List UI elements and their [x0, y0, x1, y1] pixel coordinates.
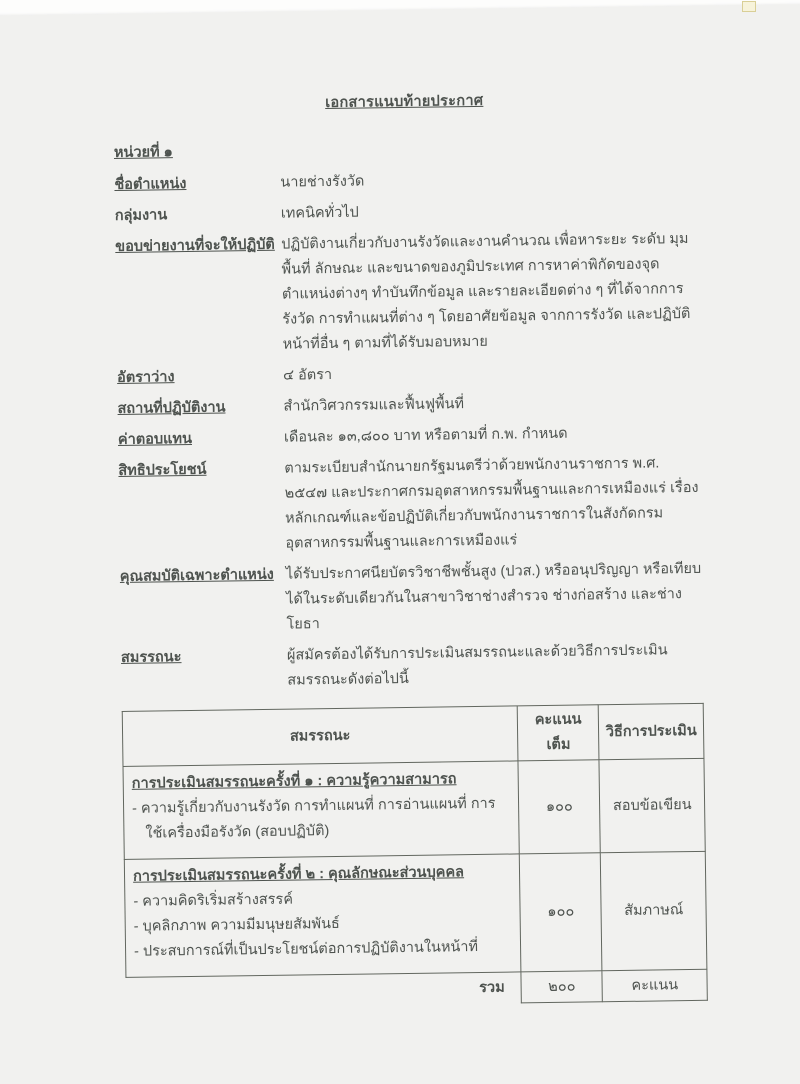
paper-sheet [0, 4, 800, 1084]
field-label: ชื่อตำแหน่ง [114, 175, 187, 194]
unit-heading: หน่วยที่ ๑ [113, 144, 173, 162]
header-method: วิธีการประเมิน [599, 703, 704, 759]
field-value: ๔ อัตรา [282, 366, 333, 384]
field-label: กลุ่มงาน [114, 207, 168, 225]
table-header-row [122, 703, 704, 766]
field-label: สิทธิประโยชน์ [118, 461, 207, 479]
assessment-1-item: - ความรู้เกี่ยวกับงานรังวัด การทำแผนที่ การอ่านแผนที่ การใช้เครื่องมือรังวัด (สอบปฏิบัติ) [131, 795, 496, 842]
field-job-scope [115, 227, 699, 360]
header-max-score: คะแนนเต็ม [517, 705, 599, 761]
assessment-1-method: สอบข้อเขียน [599, 758, 705, 852]
field-value: ตามระเบียบสำนักนายกรัฐมนตรีว่าด้วยพนักงานราชการ พ.ศ. ๒๕๔๗ และประกาศกรมอุตสาหกรรมพื้นฐานและการเหมืองแร่ เรื่อง หลักเกณฑ์และข้อปฏิบัติเกี่ยวกับพนักงานราชการในสังกัดกรมอุตสาหกรรมพื้นฐานและการเหมืองแร่ [284, 455, 699, 552]
field-compensation [118, 420, 700, 453]
field-competency-intro [121, 638, 704, 696]
assessment-2-heading: การประเมินสมรรถนะครั้งที่ ๒ : คุณลักษณะส่วนบุคคล [132, 864, 465, 885]
field-value: ได้รับประกาศนียบัตรวิชาชีพชั้นสูง (ปวส.) หรืออนุปริญญา หรือเทียบได้ในระดับเดียวกันในสาขาวิชาช่างสำรวจ ช่างก่อสร้าง และช่างโยธา [285, 560, 702, 633]
field-value: เทคนิคทั่วไป [280, 204, 359, 222]
field-label: ขอบข่ายงานที่จะให้ปฏิบัติ [115, 236, 275, 255]
field-label: สถานที่ปฏิบัติงาน [117, 399, 226, 417]
assessment-2-item: - บุคลิกภาพ ความมีมนุษยสัมพันธ์ [133, 915, 340, 935]
assessment-1-description [123, 761, 519, 860]
field-work-location [117, 389, 699, 422]
document-title: เอกสารแนบท้ายประกาศ [325, 92, 484, 112]
assessment-1-score: ๑๐๐ [518, 760, 601, 854]
assessment-2-description [124, 854, 521, 978]
field-value: ผู้สมัครต้องได้รับการประเมินสมรรถนะและด้วยวิธีการประเมินสมรรถนะดังต่อไปนี้ [286, 642, 668, 689]
field-value: นายช่างรังวัด [280, 173, 365, 191]
total-unit: คะแนน [602, 969, 707, 1001]
assessment-2-item: - ประสบการณ์ที่เป็นประโยชน์ต่อการปฏิบัติงานในหน้าที่ [133, 939, 479, 960]
field-label: คุณสมบัติเฉพาะตำแหน่ง [119, 566, 274, 585]
field-work-group [115, 196, 697, 229]
table-row-assessment-1 [123, 758, 705, 859]
header-competency: สมรรถนะ [122, 706, 518, 767]
field-label: อัตราว่าง [116, 369, 175, 386]
document-content [113, 86, 708, 1009]
field-vacancies [117, 358, 699, 391]
competency-table [122, 703, 708, 1009]
assessment-2-item: - ความคิดริเริ่มสร้างสรรค์ [133, 891, 294, 910]
field-qualifications [120, 557, 703, 640]
field-label: สมรรถนะ [120, 649, 182, 666]
assessment-2-score: ๑๐๐ [519, 853, 602, 972]
total-label: รวม [479, 979, 505, 996]
assessment-2-method: สัมภาษณ์ [601, 851, 707, 970]
table-row-assessment-2 [124, 851, 707, 977]
field-value: เดือนละ ๑๓,๘๐๐ บาท หรือตามที่ ก.พ. กำหนด [283, 425, 568, 446]
scan-artifact [742, 1, 756, 12]
field-label: ค่าตอบแทน [117, 430, 193, 448]
field-benefits [118, 451, 701, 559]
field-value: สำนักวิศวกรรมและฟื้นฟูพื้นที่ [283, 396, 465, 415]
field-position-name [114, 165, 696, 198]
field-value: ปฏิบัติงานเกี่ยวกับงานรังวัดและงานคำนวณ เพื่อหาระยะ ระดับ มุมพื้นที่ ลักษณะ และขนาดของภูมิประเทศ การหาค่าพิกัดของจุดตำแหน่งต่างๆ ทำบันทึกข้อมูล และรายละเอียดต่าง ๆ ที่ได้จากการรังวัด การทำแผนที่ต่าง ๆ โดยอาศัยข้อมูล จากการรังวัด และปฏิบัติหน้าที่อื่น ๆ ตามที่ได้รับมอบหมาย [281, 230, 691, 353]
assessment-1-heading: การประเมินสมรรถนะครั้งที่ ๑ : ความรู้ความสามารถ [131, 771, 457, 792]
total-score: ๒๐๐ [521, 971, 603, 1003]
